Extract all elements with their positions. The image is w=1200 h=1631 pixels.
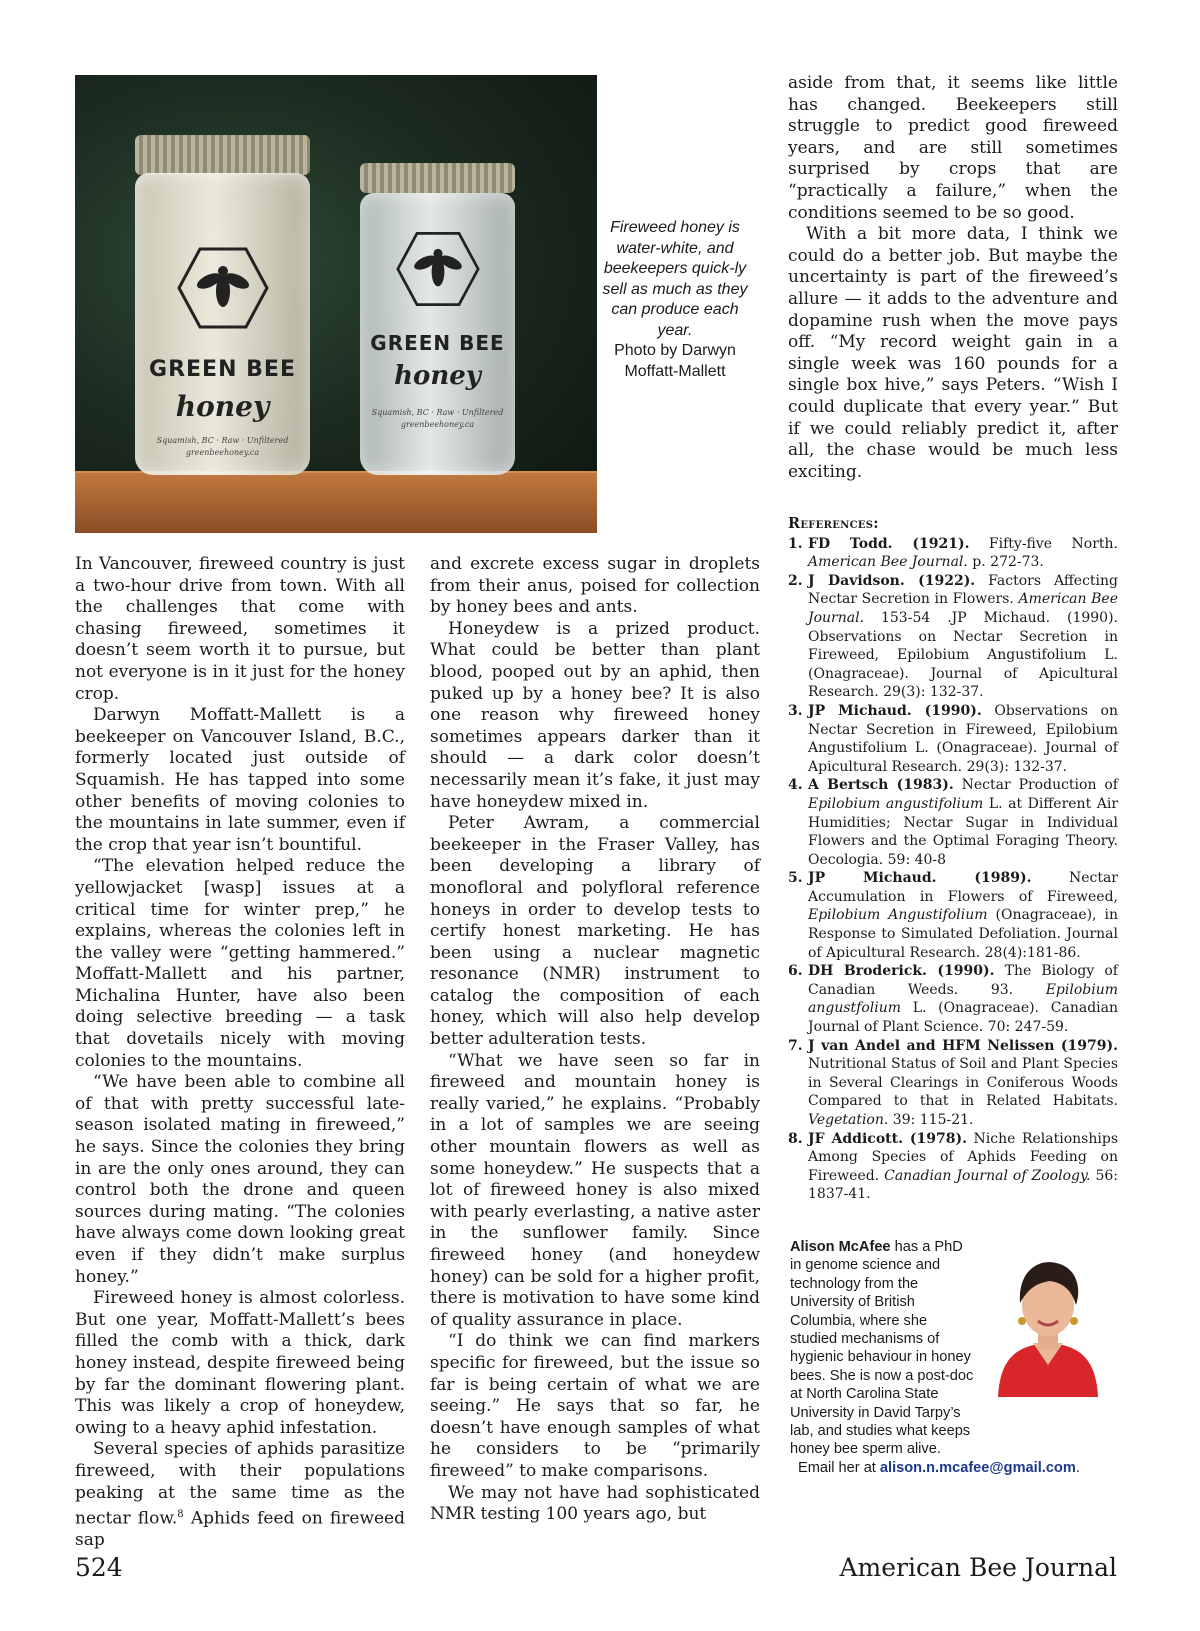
reference-journal: American Bee Journal: [808, 554, 964, 571]
bee-hexagon-icon: [396, 231, 480, 307]
paragraph: Darwyn Moffatt-Mallett is a beekeeper on Vancouver Island, B.C., formerly located just outside of Squamish. He has tapped into some other benefits of moving colonies to the mountains in late summer, even if the crop that year isn’t bountiful.: [75, 705, 405, 855]
reference-title: Factors Affecting Nectar Secretion in Flowers.: [808, 572, 1118, 608]
references: [788, 515, 1118, 1204]
paragraph: “What we have seen so far in fireweed and mountain honey is really varied,” he explains. “Probably in a lot of samples we are seeing other mountain flowers as well as some honeydew.” He suspects that a lot of fireweed honey is also mixed with pearly everlasting, a native aster in the sunflower family. Since fireweed honey (and honeydew honey) can be sold for a higher profit, there is motivation to have some kind of quality assurance in place.: [430, 1050, 760, 1330]
reference-details: (Onagraceae), in Response to Simulated Defoliation. Journal of Apicultural Research. 28(4):181-86.: [808, 907, 1118, 961]
reference-number: 4.: [788, 777, 803, 794]
bee-hexagon-icon: [177, 247, 269, 329]
article-column-2: [430, 554, 760, 1526]
jar-script: honey: [394, 361, 481, 391]
paragraph: and excrete excess sugar in droplets from their anus, poised for collection by honey bees and ants.: [430, 554, 760, 618]
article-column-1: [75, 554, 405, 1552]
paragraph: We may not have had sophisticated NMR testing 100 years ago, but: [430, 1482, 760, 1525]
paragraph: With a bit more data, I think we could do a better job. But maybe the uncertainty is part of the fireweed’s allure — it adds to the adventure and dopamine rush when the move pays off. “My record weight gain in a single week was 160 pounds for a single box hive,” says Peters. “Wish I could duplicate that every year.” But if we could reliably predict it, after all, the chase would be much less exciting.: [788, 224, 1118, 482]
reference-journal: American Bee Journal.: [808, 591, 1119, 626]
paragraph: Honeydew is a prized product. What could be better than plant blood, pooped out by an aphid, then puked up by a honey bee? It is also one reason why fireweed honey sometimes appears darker than it should — a dark color doesn’t necessarily mean it’s fake, it just may have honeydew mixed in.: [430, 618, 760, 812]
reference-number: 5.: [788, 870, 803, 887]
email-prefix: Email her at: [798, 1459, 880, 1476]
references-heading: References:: [788, 515, 879, 532]
reference-item: [788, 869, 1118, 962]
reference-title: Nutritional Status of Soil and Plant Species in Several Clearings in Coniferous Woods Compared to that in Related Habitats.: [808, 1056, 1118, 1110]
reference-title: Nectar Production of: [953, 777, 1118, 794]
article-column-3: [788, 73, 1118, 483]
reference-item: [788, 702, 1118, 776]
jar-small-line-2: greenbeehoney.ca: [185, 448, 260, 457]
photo-caption: [600, 218, 750, 382]
reference-journal: Epilobium Angustifolium: [808, 907, 988, 924]
page-number: 524: [75, 1553, 123, 1582]
author-name: Alison McAfee: [790, 1239, 891, 1255]
paragraph: [75, 1439, 405, 1552]
reference-author: JF Addicott. (1978).: [808, 1130, 968, 1147]
email-line: [798, 1459, 1120, 1477]
reference-details: . 39: 115-21.: [883, 1112, 974, 1128]
paragraph: In Vancouver, fireweed country is just a two-hour drive from town. With all the challenges that come with chasing fireweed, sometimes it doesn’t seem worth it to pursue, but not everyone is in it just for the honey crop.: [75, 554, 405, 704]
reference-number: 3.: [788, 702, 803, 719]
paragraph: Fireweed honey is almost colorless. But one year, Moffatt-Mallett’s bees filled the comb with a thick, dark honey instead, despite fireweed being by far the dominant flowering plant. This was likely a crop of honeydew, owing to a heavy aphid infestation.: [75, 1288, 405, 1438]
paragraph: Peter Awram, a commercial beekeeper in the Fraser Valley, has been developing a library of monofloral and polyfloral reference honeys in order to develop tests to certify honest marketing. He has been using a nuclear magnetic resonance (NMR) instrument to catalog the composition of each honey, which will also help develop better adulteration tests.: [430, 813, 760, 1050]
reference-details: 56: 1837-41.: [808, 1167, 1118, 1203]
reference-title: Niche Relationships Among Species of Aphids Feeding on Fireweed.: [808, 1130, 1118, 1184]
reference-number: 8.: [788, 1130, 803, 1147]
journal-name: American Bee Journal: [839, 1553, 1117, 1582]
jar-small-line-2: greenbeehoney.ca: [400, 420, 475, 429]
small-jar: [360, 163, 515, 475]
reference-item: [788, 572, 1118, 702]
reference-number: 7.: [788, 1037, 803, 1054]
reference-author: J van Andel and HFM Nelissen (1979).: [808, 1037, 1118, 1054]
reference-journal: Vegetation: [808, 1112, 884, 1128]
reference-item: [788, 1037, 1118, 1130]
paragraph: “The elevation helped reduce the yellowjacket [wasp] issues at a critical time for winter prep,” he explains, whereas the colonies left in the valley were “getting hammered.” Moffatt-Mallett and his partner, Michalina Hunter, have also been doing selective breeding — a task that dovetails nicely with moving colonies to the mountains.: [75, 856, 405, 1071]
reference-details: 153-54 .JP Michaud. (1990). Observations on Nectar Secretion in Fireweed, Epilobium Angustifolium L. (Onagraceae). Journal of Apicultural Research. 29(3): 132-37.: [808, 609, 1118, 701]
photo-credit: Photo by Darwyn Moffatt-Mallett: [614, 342, 736, 380]
honey-jars-photo: [75, 75, 597, 533]
reference-author: DH Broderick. (1990).: [808, 963, 995, 980]
reference-title: Nectar Accumulation in Flowers of Fireweed,: [808, 870, 1119, 905]
reference-details: . p. 272-73.: [963, 554, 1044, 571]
reference-item: [788, 1130, 1118, 1204]
reference-item: [788, 962, 1118, 1036]
jar-lid: [135, 135, 310, 175]
paragraph-tail: Aphids feed on fireweed sap: [75, 1508, 405, 1551]
jar-small-line-1: Squamish, BC · Raw · Unfiltered: [156, 436, 289, 445]
email-link[interactable]: alison.n.mcafee@gmail.com: [879, 1459, 1076, 1476]
paragraph: “I do think we can find markers specific for fireweed, but the issue so far is being certain of what we are seeing.” He says that so far, he doesn’t have enough samples of what he considers to be “primarily fireweed” to make comparisons.: [430, 1331, 760, 1481]
reference-item: [788, 776, 1118, 869]
reference-number: 2.: [788, 572, 803, 589]
jar-lid: [360, 163, 515, 193]
paragraph: “We have been able to combine all of that with pretty successful late-season isolated mating in fireweed,” he says. Since the colonies they bring in are the only ones around, they can control both the drone and queen sources during mating. “The colonies have always come down looking great even if they didn’t make surplus honey.”: [75, 1072, 405, 1287]
references-list: [788, 535, 1118, 1204]
large-jar: [135, 135, 310, 475]
reference-author: JP Michaud. (1990).: [808, 702, 982, 719]
reference-title: Fifty-five North.: [969, 535, 1118, 552]
wooden-shelf: [75, 473, 597, 533]
reference-author: J Davidson. (1922).: [808, 572, 976, 589]
reference-author: JP Michaud. (1989).: [808, 870, 1032, 887]
reference-journal: Canadian Journal of Zoology.: [884, 1167, 1091, 1184]
reference-author: FD Todd. (1921).: [808, 535, 970, 552]
caption-text: Fireweed honey is water-white, and beekeepers quick-ly sell as much as they can produce each year.: [602, 219, 748, 339]
reference-details: L. at Different Air Humidities; Nectar Sugar in Individual Flowers and the Optimal Foraging Theory. Oecologia. 59: 40-8: [808, 795, 1119, 868]
footnote-marker: 8: [177, 1509, 184, 1521]
jar-brand: GREEN BEE: [149, 357, 296, 382]
email-suffix: .: [1075, 1459, 1080, 1476]
reference-journal: Epilobium angustifolium: [808, 795, 984, 812]
reference-author: A Bertsch (1983).: [808, 777, 954, 794]
bio-text: [790, 1238, 975, 1459]
reference-journal: Epilobium angustfolium: [808, 981, 1118, 1017]
jar-script: honey: [175, 390, 270, 423]
author-bio: [790, 1238, 1120, 1477]
reference-number: 6.: [788, 963, 803, 980]
reference-details: L. (Onagraceae). Canadian Journal of Plant Science. 70: 247-59.: [808, 1000, 1118, 1036]
jar-brand: GREEN BEE: [370, 331, 505, 355]
bio-body: has a PhD in genome science and technology from the University of British Columbia, where she studied mechanisms of hygienic behaviour in honey bees. She is now a post-doc at North Carolina State University in David Tarpy’s lab, and studies what keeps honey bee sperm alive.: [790, 1239, 974, 1458]
reference-number: 1.: [788, 535, 803, 552]
reference-title: The Biology of Canadian Weeds. 93.: [808, 963, 1118, 998]
jar-small-line-1: Squamish, BC · Raw · Unfiltered: [371, 408, 504, 417]
reference-item: [788, 535, 1118, 572]
paragraph: aside from that, it seems like little has changed. Beekeepers still struggle to predict good fireweed years, and are still sometimes surprised by crops that are “practically a failure,” when the conditions seemed to be so good.: [788, 73, 1118, 223]
reference-title: Observations on Nectar Secretion in Fireweed, Epilobium Angustifolium L. (Onagraceae). Journal of Apicultural Research. 29(3): 132-37.: [808, 702, 1119, 775]
paragraph-text: Several species of aphids parasitize fireweed, with their populations peaking at the same time as the nectar flow.: [75, 1439, 405, 1529]
